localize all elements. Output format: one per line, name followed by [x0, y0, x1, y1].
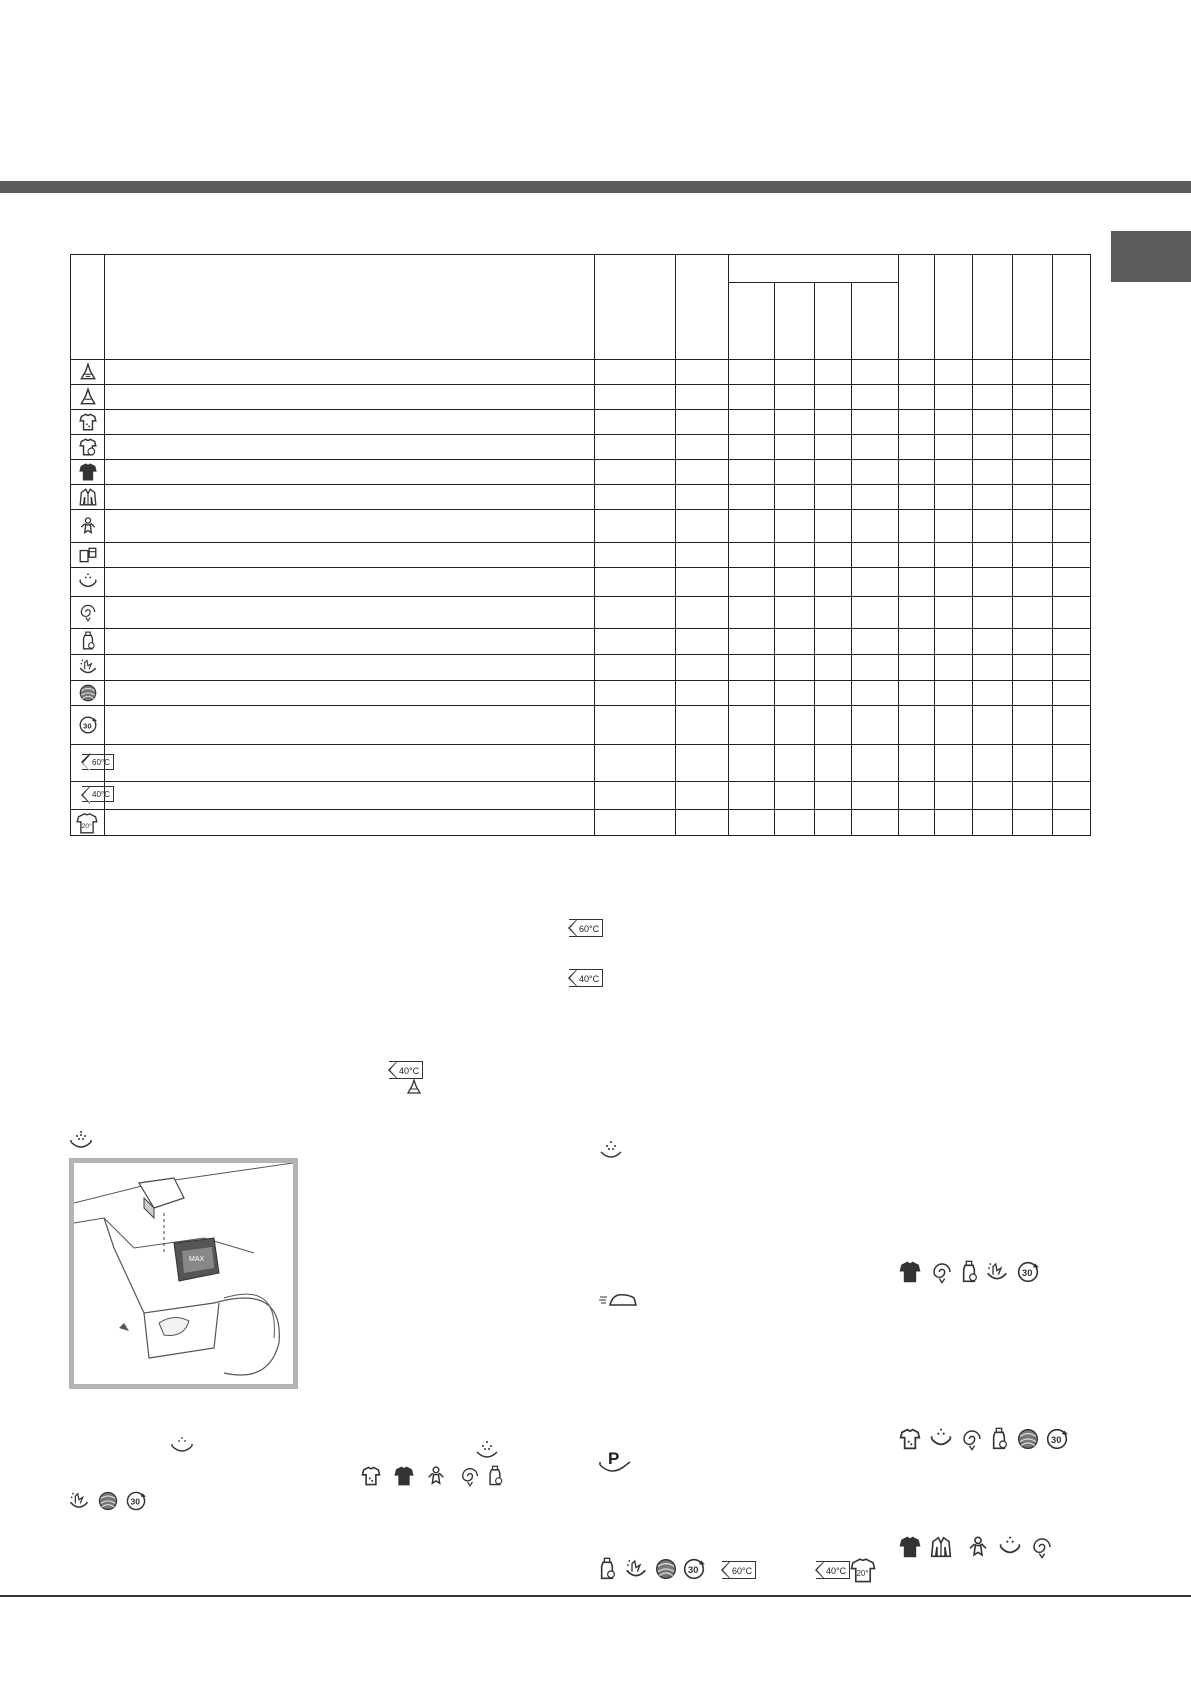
programme-table-grid — [70, 254, 1091, 836]
shirt-20-icon — [76, 812, 98, 834]
yarn-ball-icon — [654, 1557, 678, 1581]
svg-text:30: 30 — [1051, 1435, 1062, 1445]
baby-icon — [425, 1465, 447, 1487]
baby-icon — [78, 516, 98, 536]
prewash-p-label: P — [608, 1449, 620, 1468]
temp-40-label: 40°C — [399, 1066, 420, 1076]
cotton-intensive-icon — [405, 1078, 423, 1096]
temp-60-icon — [569, 919, 603, 937]
svg-text:30: 30 — [688, 1565, 699, 1575]
mixed-shirt-icon — [78, 437, 98, 457]
handwash-icon — [985, 1260, 1009, 1284]
delicates-icon — [78, 572, 98, 592]
handwash-icon — [78, 657, 98, 677]
jacket-icon — [78, 487, 98, 507]
mix30-icon — [1016, 1260, 1040, 1284]
dark-shirt-icon — [78, 462, 98, 482]
prewash-icon — [598, 1138, 624, 1162]
delicates-icon — [998, 1535, 1022, 1559]
dark-shirt-icon — [898, 1535, 922, 1559]
wool-icon — [1030, 1535, 1054, 1559]
yarn-ball-icon — [97, 1490, 119, 1512]
prewash-p-icon — [598, 1449, 632, 1479]
delicates-icon — [170, 1436, 194, 1456]
dark-shirt-icon — [393, 1465, 415, 1487]
header-bar — [0, 181, 1191, 193]
bottle-icon — [78, 631, 98, 651]
wool-icon — [459, 1465, 481, 1487]
shirt-icon — [78, 412, 98, 432]
temp-60-icon: 60°C — [722, 1561, 756, 1579]
detergent-drawer-illustration — [69, 1158, 298, 1389]
wool-icon — [78, 602, 98, 622]
delicates-icon — [929, 1427, 953, 1451]
handwash-icon — [68, 1490, 90, 1512]
programme-table — [70, 254, 1091, 836]
drawer-drawing — [74, 1163, 293, 1384]
shirt-outline-icon — [850, 1557, 876, 1583]
footer-rule — [0, 1595, 1191, 1597]
shirt-outline-icon — [76, 812, 98, 834]
wool-icon — [930, 1260, 954, 1284]
temp-40-icon — [569, 969, 603, 987]
mix30-icon — [125, 1490, 147, 1512]
shirt-20-icon — [850, 1557, 876, 1588]
cotton-standard-icon — [78, 387, 98, 407]
mix30-icon — [78, 715, 98, 735]
temp-40-icon: 40°C — [82, 786, 114, 802]
towels-icon — [78, 545, 98, 565]
shirt-icon — [898, 1427, 922, 1451]
bottle-icon — [484, 1465, 506, 1487]
baby-icon — [966, 1535, 990, 1559]
bottle-icon — [957, 1260, 981, 1284]
handwash-icon — [624, 1557, 648, 1581]
yarn-ball-icon — [78, 683, 98, 703]
svg-text:30: 30 — [130, 1496, 141, 1507]
easy-iron-icon — [598, 1290, 638, 1310]
mix30-icon — [1045, 1427, 1069, 1451]
temp-40-label: 40°C — [579, 974, 600, 984]
max-label: MAX — [189, 1256, 205, 1263]
bottle-icon — [987, 1427, 1011, 1451]
mix30-icon — [682, 1557, 706, 1581]
prewash-icon — [68, 1128, 94, 1152]
svg-text:30: 30 — [1022, 1268, 1033, 1278]
language-tab — [1111, 231, 1191, 282]
svg-text:30: 30 — [83, 720, 92, 730]
jacket-icon — [929, 1535, 953, 1559]
prewash-icon — [474, 1438, 500, 1462]
cotton-intensive-icon — [78, 362, 98, 382]
wool-icon — [960, 1427, 984, 1451]
dark-shirt-icon — [898, 1260, 922, 1284]
temp-40-icon: 40°C — [816, 1561, 850, 1579]
temp-60-label: 60°C — [579, 924, 600, 934]
shirt-icon — [360, 1465, 382, 1487]
yarn-ball-icon — [1016, 1427, 1040, 1451]
svg-text:20°: 20° — [81, 822, 92, 830]
temp-60-icon: 60°C — [82, 754, 114, 770]
svg-text:20°: 20° — [856, 1568, 869, 1578]
temp-40-icon — [389, 1061, 423, 1079]
bottle-icon — [595, 1557, 619, 1581]
